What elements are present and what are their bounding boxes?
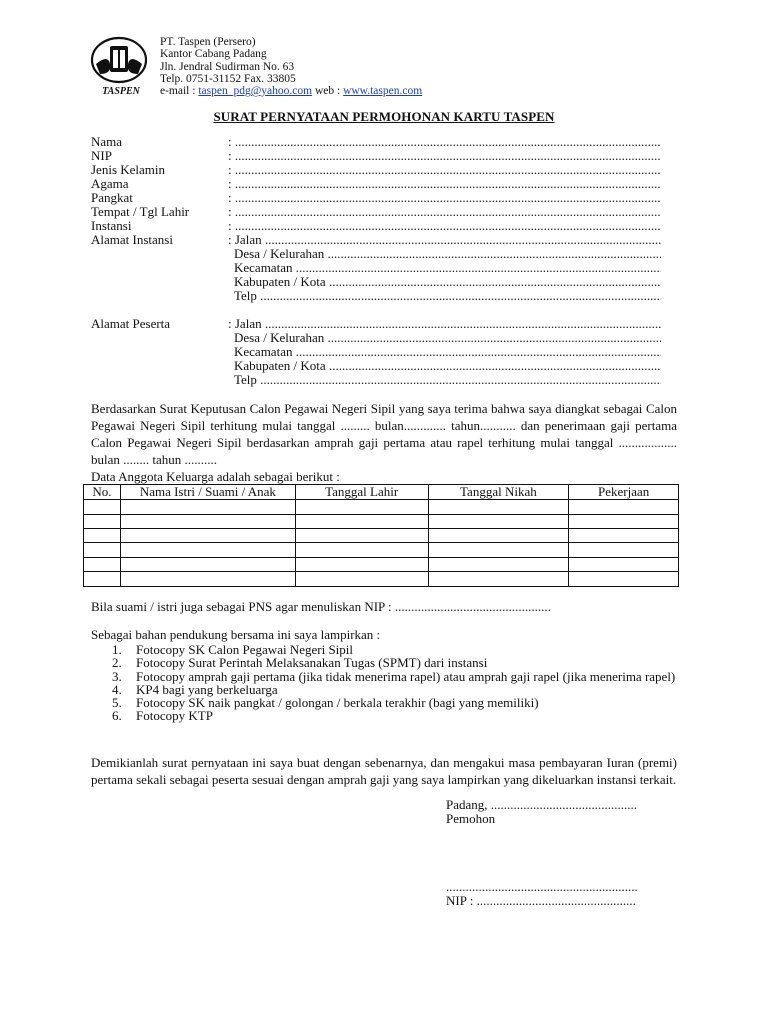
alamat-peserta-kabupaten[interactable]: [91, 359, 661, 373]
table-cell[interactable]: [84, 557, 121, 571]
alamat-peserta-telp[interactable]: [91, 373, 661, 387]
list-item: [91, 696, 681, 709]
list-item: [91, 643, 681, 656]
branch-phone: Telp. 0751-31152 Fax. 33805: [160, 72, 296, 85]
table-cell[interactable]: [569, 500, 679, 514]
alamat-instansi-desa[interactable]: [91, 247, 661, 261]
field-agama[interactable]: [91, 177, 661, 191]
table-cell[interactable]: [84, 572, 121, 586]
address-line-label: Jalan .....: [235, 317, 661, 331]
field-instansi[interactable]: [91, 219, 661, 233]
table-row[interactable]: [84, 557, 679, 571]
family-table: [83, 484, 679, 587]
alamat-instansi-jalan[interactable]: [91, 233, 661, 247]
alamat-peserta-desa[interactable]: [91, 331, 661, 345]
list-text: Fotocopy SK naik pangkat / golongan / berkala terakhir (bagi yang memiliki): [136, 695, 539, 711]
table-cell[interactable]: [84, 514, 121, 528]
field-colon: : .....: [228, 135, 661, 149]
address-line-label: Kabupaten / Kota .....: [234, 275, 661, 289]
list-number: 4.: [112, 681, 122, 697]
table-cell[interactable]: [295, 557, 428, 571]
document-title: SURAT PERNYATAAN PERMOHONAN KARTU TASPEN: [213, 109, 555, 124]
table-cell[interactable]: [569, 557, 679, 571]
list-text: Fotocopy Surat Perintah Melaksanakan Tugas (SPMT) dari instansi: [136, 655, 488, 671]
field-label: Agama: [91, 176, 129, 191]
field-colon: : .....: [228, 163, 661, 177]
field-jenis-kelamin[interactable]: [91, 163, 661, 177]
table-cell[interactable]: [295, 529, 428, 543]
logo-wordmark: TASPEN: [102, 86, 140, 97]
column-header: Nama Istri / Suami / Anak: [120, 485, 295, 500]
signature-name-line[interactable]: ...........................................................: [446, 879, 638, 894]
place-date-line[interactable]: Padang, .............................................: [446, 797, 638, 812]
table-cell[interactable]: [120, 557, 295, 571]
table-cell[interactable]: [428, 529, 569, 543]
table-row[interactable]: [84, 572, 679, 586]
table-cell[interactable]: [428, 500, 569, 514]
alamat-peserta-jalan[interactable]: [91, 317, 661, 331]
address-line-label: Kecamatan .....: [234, 345, 661, 359]
closing-paragraph: Demikianlah surat pernyataan ini saya buat dengan sebenarnya, dan mengakui masa pembayaran Iuran (premi) pertama sekali sebagai peserta sesuai dengan amprah gaji yang saya lampirkan yang dikeluarkan instansi terkait.: [91, 755, 677, 787]
list-text: KP4 bagi yang berkeluarga: [136, 681, 278, 697]
field-label: Instansi: [91, 218, 132, 233]
list-number: 2.: [112, 655, 122, 671]
table-cell[interactable]: [428, 514, 569, 528]
contact-line: [160, 85, 422, 97]
field-nip[interactable]: [91, 149, 661, 163]
table-cell[interactable]: [120, 572, 295, 586]
branch-name: Kantor Cabang Padang: [160, 48, 267, 61]
pns-nip-line: Bila suami / istri juga sebagai PNS agar menuliskan NIP : ................................................: [91, 599, 551, 614]
list-number: 3.: [112, 668, 122, 684]
address-line-label: Kabupaten / Kota .....: [234, 359, 661, 373]
column-header: Pekerjaan: [569, 485, 679, 500]
family-table-header: [84, 485, 679, 500]
table-cell[interactable]: [120, 514, 295, 528]
field-nama[interactable]: [91, 135, 661, 149]
email-link[interactable]: taspen_pdg@yahoo.com: [198, 85, 313, 98]
list-item: [91, 656, 681, 669]
address-line-label: Jalan .....: [235, 233, 661, 247]
field-tempat-tgl-lahir[interactable]: [91, 205, 661, 219]
table-cell[interactable]: [569, 572, 679, 586]
list-number: 6.: [112, 708, 122, 724]
field-colon: : .....: [228, 177, 661, 191]
list-text: Fotocopy SK Calon Pegawai Negeri Sipil: [136, 642, 354, 657]
field-colon: : .....: [228, 149, 661, 163]
column-header: No.: [84, 485, 121, 500]
table-cell[interactable]: [428, 557, 569, 571]
table-cell[interactable]: [569, 514, 679, 528]
table-row[interactable]: [84, 529, 679, 543]
field-label: Nama: [91, 134, 123, 149]
address-line-label: Telp .....: [234, 289, 661, 303]
attachments-intro: Sebagai bahan pendukung bersama ini saya lampirkan :: [91, 627, 381, 642]
alamat-instansi-telp[interactable]: [91, 289, 661, 303]
applicant-role: Pemohon: [446, 811, 496, 826]
statement-paragraph: Berdasarkan Surat Keputusan Calon Pegawai Negeri Sipil yang saya terima bahwa saya diangkat sebagai Calon Pegawai Negeri Sipil terhitung mulai tanggal ......... bulan............. tahun........... dan penerimaan gaji pertama Calon Pegawai Negeri Sipil berdasarkan amprah gaji pertama atau rapel terhitung mulai tanggal .................. bulan ........ tahun ..........: [91, 401, 677, 467]
list-number: 1.: [112, 642, 122, 657]
table-cell[interactable]: [428, 543, 569, 557]
table-cell[interactable]: [295, 500, 428, 514]
table-cell[interactable]: [295, 572, 428, 586]
table-cell[interactable]: [120, 529, 295, 543]
column-header: Tanggal Nikah: [428, 485, 569, 500]
signature-nip-line[interactable]: NIP : .................................................: [446, 893, 636, 908]
table-row[interactable]: [84, 500, 679, 514]
field-colon: :: [228, 317, 232, 331]
web-link[interactable]: www.taspen.com: [343, 85, 423, 98]
field-colon: :: [228, 233, 232, 247]
alamat-peserta-label: Alamat Peserta: [91, 316, 171, 331]
alamat-instansi-kabupaten[interactable]: [91, 275, 661, 289]
field-label: Pangkat: [91, 190, 133, 205]
table-cell[interactable]: [569, 529, 679, 543]
company-name: PT. Taspen (Persero): [160, 36, 256, 48]
alamat-peserta-value: [228, 317, 661, 331]
alamat-instansi-kecamatan[interactable]: [91, 261, 661, 275]
table-row[interactable]: [84, 514, 679, 528]
table-cell[interactable]: [428, 572, 569, 586]
list-number: 5.: [112, 695, 122, 711]
list-text: Fotocopy amprah gaji pertama (jika tidak menerima rapel) atau amprah gaji rapel (jika menerima rapel): [136, 668, 676, 684]
table-cell[interactable]: [295, 543, 428, 557]
alamat-peserta-kecamatan[interactable]: [91, 345, 661, 359]
email-label: e-mail :: [160, 85, 196, 98]
field-colon: : .....: [228, 205, 661, 219]
field-pangkat[interactable]: [91, 191, 661, 205]
alamat-instansi-value: [228, 233, 661, 247]
taspen-logo: [88, 34, 154, 98]
table-cell[interactable]: [569, 543, 679, 557]
table-cell[interactable]: [84, 543, 121, 557]
address-line-label: Desa / Kelurahan .....: [234, 331, 661, 345]
table-cell[interactable]: [84, 500, 121, 514]
field-colon: : .....: [228, 219, 661, 233]
field-colon: : .....: [228, 191, 661, 205]
branch-address: Jln. Jendral Sudirman No. 63: [160, 60, 295, 73]
table-cell[interactable]: [295, 514, 428, 528]
field-label: Tempat / Tgl Lahir: [91, 204, 190, 219]
list-item: [91, 709, 681, 722]
table-cell[interactable]: [84, 529, 121, 543]
web-label: web :: [314, 85, 341, 98]
attachments-list: [91, 643, 681, 723]
letterhead: [160, 36, 422, 97]
address-line-label: Kecamatan .....: [234, 261, 661, 275]
list-item: [91, 683, 681, 696]
alamat-instansi-label: Alamat Instansi: [91, 232, 173, 247]
address-line-label: Desa / Kelurahan .....: [234, 247, 661, 261]
table-cell[interactable]: [120, 543, 295, 557]
field-label: Jenis Kelamin: [91, 162, 166, 177]
list-item: [91, 670, 681, 683]
address-line-label: Telp .....: [234, 373, 661, 387]
list-text: Fotocopy KTP: [136, 708, 213, 724]
table-cell[interactable]: [120, 500, 295, 514]
family-intro: Data Anggota Keluarga adalah sebagai berikut :: [91, 469, 340, 484]
table-row[interactable]: [84, 543, 679, 557]
field-label: NIP: [91, 148, 112, 163]
column-header: Tanggal Lahir: [295, 485, 428, 500]
